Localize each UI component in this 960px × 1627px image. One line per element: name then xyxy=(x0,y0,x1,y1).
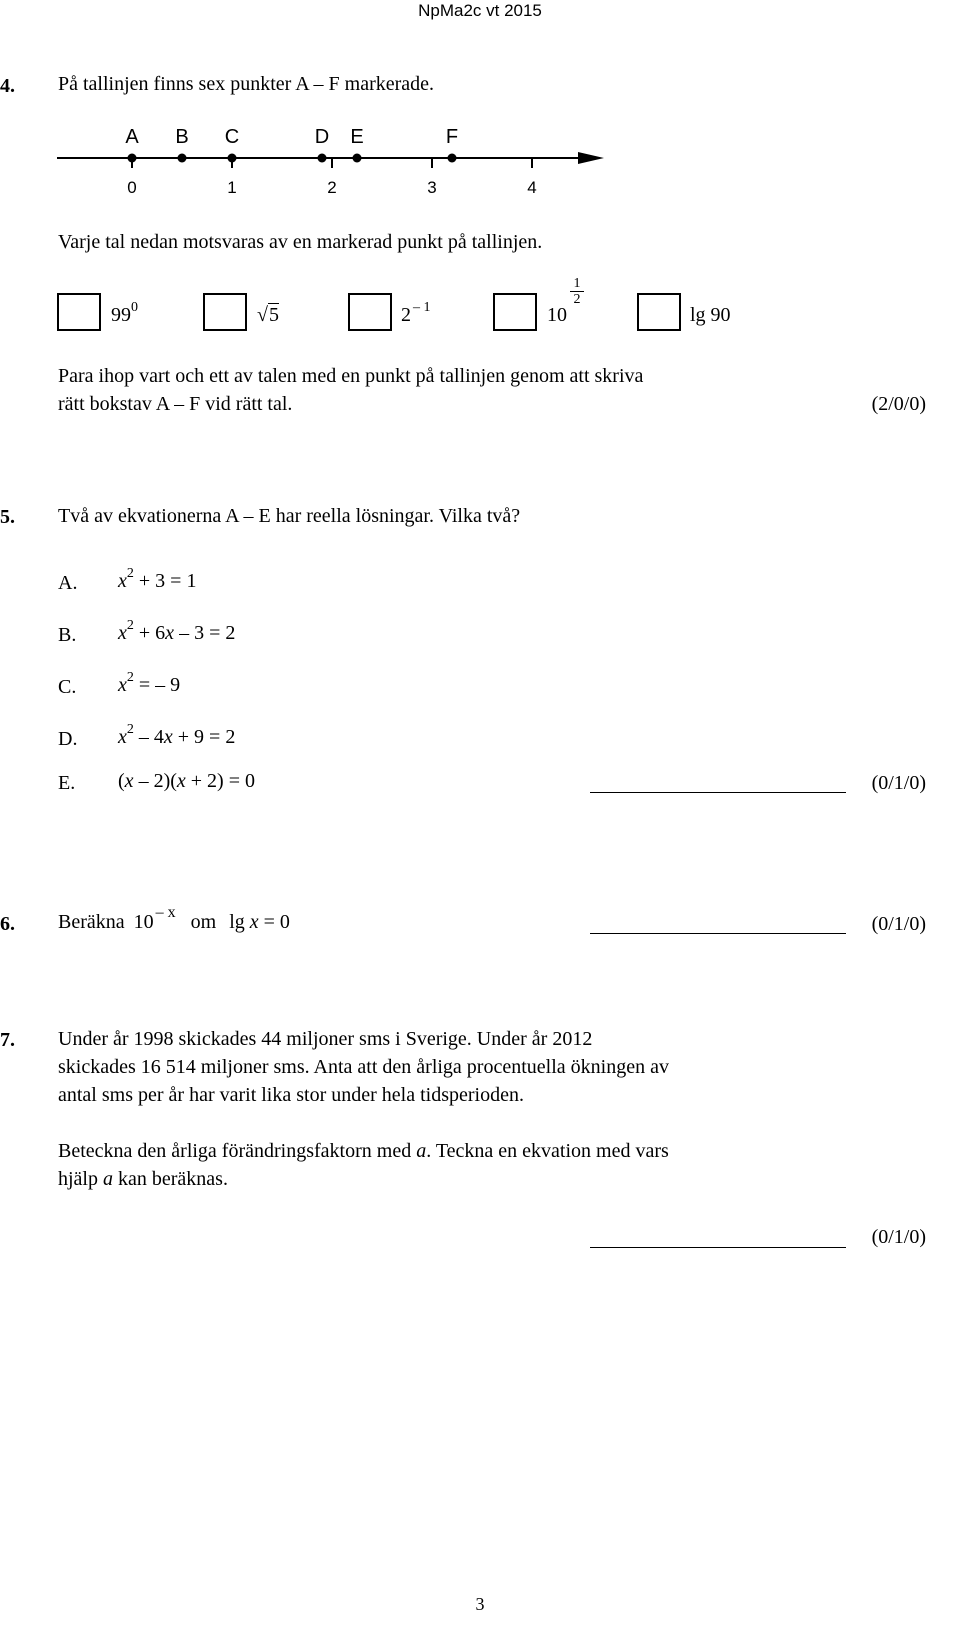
number-line-point-b xyxy=(178,154,187,163)
number-line-tick-label: 1 xyxy=(227,178,237,197)
number-line-tick-label: 3 xyxy=(427,178,437,197)
option-b-equation: $x^2 + 6x - 3 = 2$ xyxy=(118,618,236,644)
option-a-label: A. xyxy=(58,572,78,594)
answer-box-3[interactable] xyxy=(348,293,392,331)
question-6-number: 6. xyxy=(0,913,15,935)
option-e-label: E. xyxy=(58,772,76,794)
question-7-line4: Beteckna den årliga förändringsfaktorn med a. Teckna en ekvation med vars xyxy=(58,1140,669,1162)
question-5-number: 5. xyxy=(0,506,15,528)
number-line-point-label: E xyxy=(350,126,364,148)
number-line-point-label: B xyxy=(175,126,189,148)
option-c-equation: $x^2$ = – 9 xyxy=(118,670,181,696)
item-lg-90: lg 90 xyxy=(690,304,731,326)
question-4-text: På tallinjen finns sex punkter A – F markerade. xyxy=(58,73,435,95)
page-number: 3 xyxy=(475,1594,485,1614)
question-4-number: 4. xyxy=(0,75,15,97)
question-7-line1: Under år 1998 skickades 44 miljoner sms i Sverige. Under år 2012 xyxy=(58,1028,593,1050)
page-header: NpMa2c vt 2015 xyxy=(418,1,542,20)
answer-box-5[interactable] xyxy=(637,293,681,331)
number-line-point-label: D xyxy=(314,126,330,148)
option-a-equation: $x^2 + 3 = 1$ xyxy=(118,566,197,592)
option-e-equation: (x – 2)(x + 2) = 0 xyxy=(118,770,255,792)
exponent-fraction: 1 2 xyxy=(570,276,584,307)
question-5-answer-line[interactable] xyxy=(590,792,846,793)
question-7-answer-line[interactable] xyxy=(590,1247,846,1248)
answer-box-4[interactable] xyxy=(493,293,537,331)
question-7-line2: skickades 16 514 miljoner sms. Anta att den årliga procentuella ökningen av xyxy=(58,1056,669,1078)
item-10-pow-half: 10 xyxy=(547,304,567,326)
question-6-points: (0/1/0) xyxy=(871,913,926,935)
question-7-line5: hjälp a kan beräknas. xyxy=(58,1168,228,1190)
number-line-point-label: A xyxy=(125,126,139,148)
number-line-tick-label: 4 xyxy=(527,178,537,197)
question-4-instruction-line2: rätt bokstav A – F vid rätt tal. xyxy=(58,393,293,415)
number-line-arrow xyxy=(578,152,604,164)
number-line-point-label: C xyxy=(224,126,240,148)
number-line-tick-label: 2 xyxy=(327,178,337,197)
answer-box-2[interactable] xyxy=(203,293,247,331)
item-sqrt-5: √5 xyxy=(257,304,279,326)
answer-box-1[interactable] xyxy=(57,293,101,331)
number-line-point-d xyxy=(318,154,327,163)
question-4-points: (2/0/0) xyxy=(871,393,926,415)
number-line-point-c xyxy=(228,154,237,163)
number-line-point-a xyxy=(128,154,137,163)
question-7-number: 7. xyxy=(0,1029,15,1051)
question-5-text: Två av ekvationerna A – E har reella lösningar. Vilka två? xyxy=(58,505,521,527)
option-c-label: C. xyxy=(58,676,77,698)
number-line-point-label: F xyxy=(445,126,459,148)
option-b-label: B. xyxy=(58,624,77,646)
question-7-line3: antal sms per år har varit lika stor under hela tidsperioden. xyxy=(58,1084,524,1106)
question-5-points: (0/1/0) xyxy=(871,772,926,794)
item-99-pow-0: $99^0$ xyxy=(111,300,138,326)
question-6-answer-line[interactable] xyxy=(590,933,846,934)
item-2-pow-minus-1: 2 $^{- 1}$ xyxy=(401,300,431,326)
number-line-point-e xyxy=(353,154,362,163)
number-line-point-f xyxy=(448,154,457,163)
question-7-points: (0/1/0) xyxy=(871,1226,926,1248)
option-d-equation: $x^2 - 4x + 9 = 2$ xyxy=(118,722,236,748)
number-line-tick-label: 0 xyxy=(127,178,137,197)
option-d-label: D. xyxy=(58,728,78,750)
question-6-text: Beräkna 10 $^{- x}$ om lg x = 0 xyxy=(58,904,290,933)
number-line xyxy=(0,118,640,208)
question-4-instruction-line1: Para ihop vart och ett av talen med en punkt på tallinjen genom att skriva xyxy=(58,365,644,387)
question-4-text2: Varje tal nedan motsvaras av en markerad punkt på tallinjen. xyxy=(58,231,543,253)
